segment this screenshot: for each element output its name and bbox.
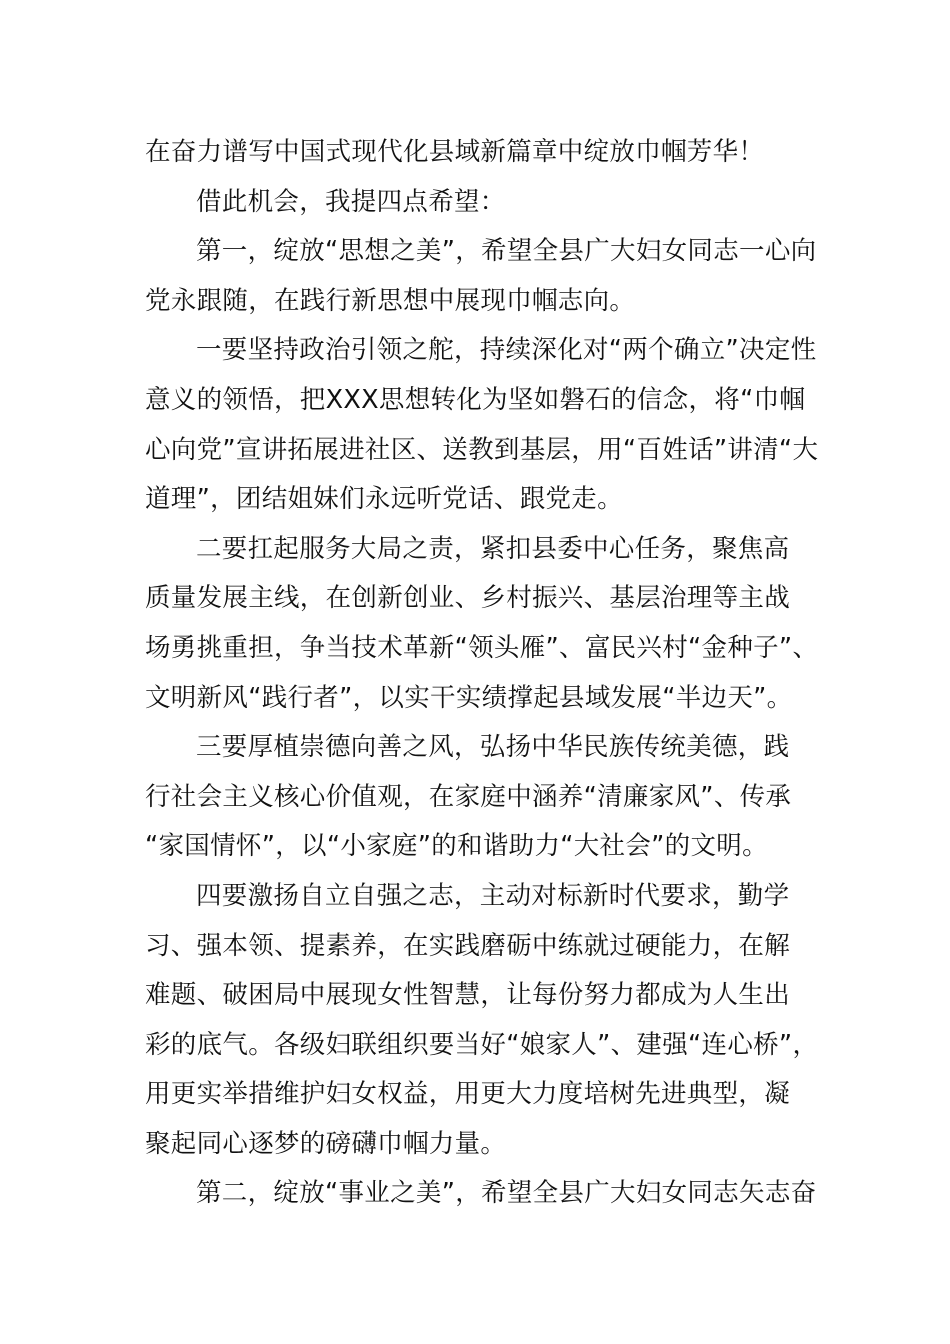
text-line: 四要激扬自立自强之志，主动对标新时代要求，勤学 (196, 880, 790, 911)
text-line: 二要扛起服务大局之责，紧扣县委中心任务，聚焦高 (196, 533, 790, 564)
text-line: 用更实举措维护妇女权益，用更大力度培树先进典型，凝 (145, 1079, 791, 1110)
text-line: 在奋力谱写中国式现代化县域新篇章中绽放巾帼芳华！ (145, 137, 765, 167)
text-line: 文明新风“践行者”，以实干实绩撑起县域发展“半边天”。 (145, 682, 793, 713)
text-line: 一要坚持政治引领之舵，持续深化对“两个确立”决定性 (196, 335, 817, 366)
text-line: 三要厚植崇德向善之风，弘扬中华民族传统美德，践 (196, 732, 790, 763)
text-line: 心向党”宣讲拓展进社区、送教到基层，用“百姓话”讲清“大 (145, 434, 819, 465)
text-line: 意义的领悟，把XXX思想转化为坚如磐石的信念，将“巾帼 (145, 384, 806, 415)
text-line: 质量发展主线，在创新创业、乡村振兴、基层治理等主战 (145, 583, 791, 614)
text-line: 难题、破困局中展现女性智慧，让每份努力都成为人生出 (145, 980, 791, 1011)
text-line: 聚起同心逐梦的磅礴巾帼力量。 (145, 1128, 507, 1159)
document-body (145, 128, 819, 1219)
text-line: 道理”，团结姐妹们永远听党话、跟党走。 (145, 484, 623, 515)
text-line: 借此机会，我提四点希望： (196, 186, 506, 217)
text-line: 第二，绽放“事业之美”，希望全县广大妇女同志矢志奋 (196, 1178, 817, 1209)
text-line: 党永跟随，在践行新思想中展现巾帼志向。 (145, 285, 636, 316)
text-line: 第一，绽放“思想之美”，希望全县广大妇女同志一心向 (196, 236, 817, 267)
text-line: 行社会主义核心价值观，在家庭中涵养“清廉家风”、传承 (145, 781, 792, 812)
text-line: 彩的底气。各级妇联组织要当好“娘家人”、建强“连心桥”， (145, 1029, 819, 1060)
text-line: “家国情怀”，以“小家庭”的和谐助力“大社会”的文明。 (145, 831, 768, 862)
text-line: 场勇挑重担，争当技术革新“领头雁”、富民兴村“金种子”、 (145, 632, 819, 663)
text-line: 习、强本领、提素养，在实践磨砺中练就过硬能力，在解 (145, 930, 791, 961)
